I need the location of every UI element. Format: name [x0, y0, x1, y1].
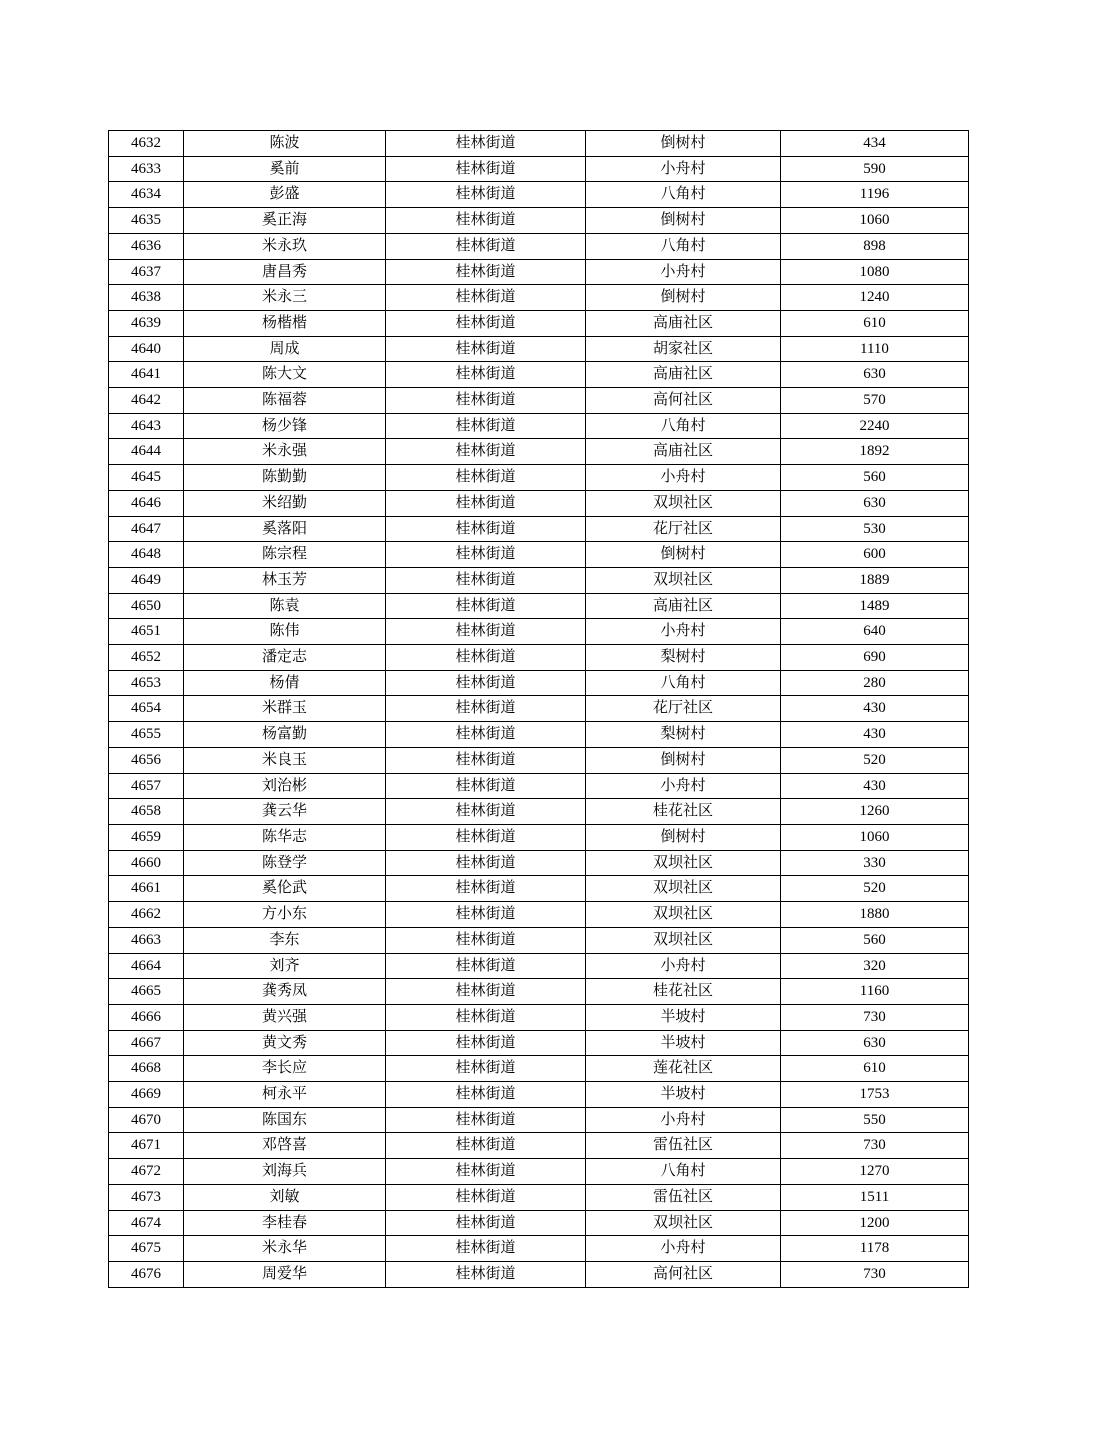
cell-village: 八角村	[586, 413, 781, 439]
cell-street: 桂林街道	[386, 876, 586, 902]
cell-village: 小舟村	[586, 1107, 781, 1133]
cell-id: 4664	[109, 953, 184, 979]
cell-name: 龚秀凤	[184, 979, 386, 1005]
cell-name: 龚云华	[184, 799, 386, 825]
table-row	[109, 285, 969, 311]
cell-street: 桂林街道	[386, 182, 586, 208]
cell-street: 桂林街道	[386, 208, 586, 234]
cell-street: 桂林街道	[386, 1030, 586, 1056]
cell-id: 4656	[109, 747, 184, 773]
table-row	[109, 593, 969, 619]
cell-amount: 630	[781, 362, 969, 388]
cell-amount: 1753	[781, 1082, 969, 1108]
cell-village: 双坝社区	[586, 876, 781, 902]
cell-amount: 640	[781, 619, 969, 645]
cell-amount: 434	[781, 131, 969, 157]
cell-amount: 520	[781, 747, 969, 773]
cell-amount: 1270	[781, 1159, 969, 1185]
table-row	[109, 747, 969, 773]
cell-name: 米良玉	[184, 747, 386, 773]
cell-village: 半坡村	[586, 1030, 781, 1056]
cell-street: 桂林街道	[386, 1107, 586, 1133]
cell-id: 4638	[109, 285, 184, 311]
cell-id: 4669	[109, 1082, 184, 1108]
table-row	[109, 542, 969, 568]
cell-street: 桂林街道	[386, 465, 586, 491]
cell-village: 倒树村	[586, 824, 781, 850]
cell-village: 双坝社区	[586, 567, 781, 593]
cell-village: 梨树村	[586, 645, 781, 671]
cell-id: 4665	[109, 979, 184, 1005]
cell-id: 4672	[109, 1159, 184, 1185]
cell-name: 刘治彬	[184, 773, 386, 799]
cell-village: 小舟村	[586, 1236, 781, 1262]
cell-street: 桂林街道	[386, 413, 586, 439]
cell-village: 雷伍社区	[586, 1184, 781, 1210]
cell-id: 4636	[109, 233, 184, 259]
cell-village: 莲花社区	[586, 1056, 781, 1082]
cell-street: 桂林街道	[386, 542, 586, 568]
cell-street: 桂林街道	[386, 1184, 586, 1210]
cell-amount: 630	[781, 490, 969, 516]
cell-id: 4642	[109, 388, 184, 414]
cell-amount: 1511	[781, 1184, 969, 1210]
cell-village: 花厅社区	[586, 696, 781, 722]
cell-name: 米群玉	[184, 696, 386, 722]
cell-street: 桂林街道	[386, 233, 586, 259]
cell-amount: 1489	[781, 593, 969, 619]
cell-street: 桂林街道	[386, 799, 586, 825]
cell-street: 桂林街道	[386, 567, 586, 593]
cell-name: 奚前	[184, 156, 386, 182]
cell-village: 半坡村	[586, 1004, 781, 1030]
cell-id: 4633	[109, 156, 184, 182]
cell-street: 桂林街道	[386, 1210, 586, 1236]
cell-name: 陈伟	[184, 619, 386, 645]
cell-name: 李东	[184, 927, 386, 953]
cell-street: 桂林街道	[386, 259, 586, 285]
cell-name: 奚正海	[184, 208, 386, 234]
table-row	[109, 1082, 969, 1108]
cell-id: 4645	[109, 465, 184, 491]
cell-street: 桂林街道	[386, 1056, 586, 1082]
cell-name: 林玉芳	[184, 567, 386, 593]
cell-id: 4635	[109, 208, 184, 234]
cell-amount: 610	[781, 1056, 969, 1082]
cell-name: 唐昌秀	[184, 259, 386, 285]
cell-village: 倒树村	[586, 747, 781, 773]
table-row	[109, 156, 969, 182]
cell-amount: 630	[781, 1030, 969, 1056]
table-row	[109, 1030, 969, 1056]
cell-name: 刘敏	[184, 1184, 386, 1210]
cell-amount: 1880	[781, 902, 969, 928]
table-row	[109, 1210, 969, 1236]
cell-street: 桂林街道	[386, 1261, 586, 1287]
cell-village: 八角村	[586, 182, 781, 208]
cell-amount: 730	[781, 1133, 969, 1159]
cell-street: 桂林街道	[386, 927, 586, 953]
cell-village: 双坝社区	[586, 902, 781, 928]
cell-name: 陈国东	[184, 1107, 386, 1133]
table-row	[109, 259, 969, 285]
cell-village: 倒树村	[586, 285, 781, 311]
cell-id: 4653	[109, 670, 184, 696]
cell-name: 奚伦武	[184, 876, 386, 902]
cell-name: 奚落阳	[184, 516, 386, 542]
cell-village: 双坝社区	[586, 850, 781, 876]
table-row	[109, 722, 969, 748]
cell-street: 桂林街道	[386, 619, 586, 645]
table-row	[109, 567, 969, 593]
table-row	[109, 1159, 969, 1185]
cell-street: 桂林街道	[386, 953, 586, 979]
cell-id: 4632	[109, 131, 184, 157]
cell-street: 桂林街道	[386, 696, 586, 722]
cell-amount: 1892	[781, 439, 969, 465]
cell-amount: 430	[781, 773, 969, 799]
cell-street: 桂林街道	[386, 388, 586, 414]
cell-id: 4671	[109, 1133, 184, 1159]
table-row	[109, 439, 969, 465]
table-row	[109, 773, 969, 799]
cell-village: 双坝社区	[586, 490, 781, 516]
cell-street: 桂林街道	[386, 902, 586, 928]
cell-village: 小舟村	[586, 773, 781, 799]
cell-street: 桂林街道	[386, 516, 586, 542]
cell-village: 小舟村	[586, 953, 781, 979]
table-row	[109, 799, 969, 825]
table-row	[109, 696, 969, 722]
cell-id: 4641	[109, 362, 184, 388]
cell-street: 桂林街道	[386, 1082, 586, 1108]
cell-village: 高庙社区	[586, 362, 781, 388]
roster-table	[108, 130, 969, 1288]
cell-id: 4675	[109, 1236, 184, 1262]
table-row	[109, 516, 969, 542]
cell-street: 桂林街道	[386, 439, 586, 465]
cell-village: 梨树村	[586, 722, 781, 748]
cell-street: 桂林街道	[386, 490, 586, 516]
cell-amount: 530	[781, 516, 969, 542]
cell-amount: 1196	[781, 182, 969, 208]
cell-name: 米永三	[184, 285, 386, 311]
table-body	[109, 131, 969, 1288]
cell-village: 高庙社区	[586, 439, 781, 465]
cell-amount: 1080	[781, 259, 969, 285]
cell-name: 陈勤勤	[184, 465, 386, 491]
table-row	[109, 1056, 969, 1082]
table-row	[109, 1107, 969, 1133]
cell-id: 4649	[109, 567, 184, 593]
cell-amount: 560	[781, 927, 969, 953]
cell-amount: 730	[781, 1261, 969, 1287]
cell-village: 桂花社区	[586, 799, 781, 825]
cell-id: 4662	[109, 902, 184, 928]
table-row	[109, 645, 969, 671]
cell-street: 桂林街道	[386, 645, 586, 671]
table-row	[109, 336, 969, 362]
cell-amount: 730	[781, 1004, 969, 1030]
cell-name: 杨少锋	[184, 413, 386, 439]
table-row	[109, 876, 969, 902]
cell-name: 方小东	[184, 902, 386, 928]
table-row	[109, 131, 969, 157]
table-row	[109, 850, 969, 876]
cell-id: 4637	[109, 259, 184, 285]
cell-name: 彭盛	[184, 182, 386, 208]
cell-id: 4676	[109, 1261, 184, 1287]
cell-street: 桂林街道	[386, 747, 586, 773]
cell-name: 陈华志	[184, 824, 386, 850]
cell-amount: 560	[781, 465, 969, 491]
table-row	[109, 182, 969, 208]
cell-id: 4673	[109, 1184, 184, 1210]
cell-amount: 600	[781, 542, 969, 568]
cell-amount: 610	[781, 310, 969, 336]
cell-street: 桂林街道	[386, 362, 586, 388]
cell-village: 倒树村	[586, 542, 781, 568]
cell-id: 4666	[109, 1004, 184, 1030]
cell-village: 小舟村	[586, 259, 781, 285]
cell-amount: 898	[781, 233, 969, 259]
cell-village: 雷伍社区	[586, 1133, 781, 1159]
cell-id: 4639	[109, 310, 184, 336]
cell-village: 半坡村	[586, 1082, 781, 1108]
table-row	[109, 1236, 969, 1262]
table-row	[109, 1261, 969, 1287]
cell-village: 高何社区	[586, 388, 781, 414]
cell-id: 4643	[109, 413, 184, 439]
cell-street: 桂林街道	[386, 593, 586, 619]
table-row	[109, 927, 969, 953]
cell-name: 邓啓喜	[184, 1133, 386, 1159]
cell-village: 倒树村	[586, 131, 781, 157]
cell-id: 4648	[109, 542, 184, 568]
cell-id: 4670	[109, 1107, 184, 1133]
cell-id: 4658	[109, 799, 184, 825]
cell-id: 4647	[109, 516, 184, 542]
cell-id: 4663	[109, 927, 184, 953]
cell-amount: 280	[781, 670, 969, 696]
cell-id: 4660	[109, 850, 184, 876]
cell-amount: 550	[781, 1107, 969, 1133]
cell-name: 陈宗程	[184, 542, 386, 568]
cell-street: 桂林街道	[386, 131, 586, 157]
cell-id: 4655	[109, 722, 184, 748]
cell-id: 4644	[109, 439, 184, 465]
cell-street: 桂林街道	[386, 1133, 586, 1159]
cell-village: 八角村	[586, 670, 781, 696]
table-row	[109, 490, 969, 516]
cell-id: 4659	[109, 824, 184, 850]
cell-village: 八角村	[586, 1159, 781, 1185]
cell-street: 桂林街道	[386, 336, 586, 362]
cell-id: 4634	[109, 182, 184, 208]
cell-amount: 1240	[781, 285, 969, 311]
cell-name: 陈大文	[184, 362, 386, 388]
cell-amount: 1110	[781, 336, 969, 362]
cell-name: 杨楷楷	[184, 310, 386, 336]
cell-name: 黄文秀	[184, 1030, 386, 1056]
cell-id: 4652	[109, 645, 184, 671]
cell-village: 胡家社区	[586, 336, 781, 362]
cell-id: 4640	[109, 336, 184, 362]
cell-id: 4661	[109, 876, 184, 902]
cell-name: 杨倩	[184, 670, 386, 696]
cell-id: 4651	[109, 619, 184, 645]
cell-amount: 430	[781, 696, 969, 722]
cell-name: 杨富勤	[184, 722, 386, 748]
cell-amount: 1178	[781, 1236, 969, 1262]
cell-id: 4650	[109, 593, 184, 619]
cell-street: 桂林街道	[386, 1004, 586, 1030]
cell-name: 李长应	[184, 1056, 386, 1082]
cell-village: 高庙社区	[586, 310, 781, 336]
cell-id: 4654	[109, 696, 184, 722]
cell-village: 高庙社区	[586, 593, 781, 619]
cell-street: 桂林街道	[386, 824, 586, 850]
cell-amount: 430	[781, 722, 969, 748]
cell-amount: 1260	[781, 799, 969, 825]
table-row	[109, 619, 969, 645]
cell-amount: 690	[781, 645, 969, 671]
cell-village: 双坝社区	[586, 1210, 781, 1236]
cell-name: 米永华	[184, 1236, 386, 1262]
cell-amount: 1060	[781, 824, 969, 850]
cell-id: 4667	[109, 1030, 184, 1056]
cell-name: 陈袁	[184, 593, 386, 619]
cell-amount: 590	[781, 156, 969, 182]
cell-name: 周爱华	[184, 1261, 386, 1287]
cell-name: 米永强	[184, 439, 386, 465]
cell-name: 周成	[184, 336, 386, 362]
cell-amount: 1060	[781, 208, 969, 234]
cell-name: 陈登学	[184, 850, 386, 876]
cell-village: 双坝社区	[586, 927, 781, 953]
cell-name: 陈福蓉	[184, 388, 386, 414]
cell-id: 4674	[109, 1210, 184, 1236]
cell-street: 桂林街道	[386, 156, 586, 182]
table-row	[109, 1004, 969, 1030]
cell-street: 桂林街道	[386, 773, 586, 799]
table-row	[109, 902, 969, 928]
cell-name: 米永玖	[184, 233, 386, 259]
cell-name: 陈波	[184, 131, 386, 157]
cell-amount: 330	[781, 850, 969, 876]
table-row	[109, 1133, 969, 1159]
cell-village: 小舟村	[586, 156, 781, 182]
cell-village: 小舟村	[586, 465, 781, 491]
cell-village: 桂花社区	[586, 979, 781, 1005]
cell-amount: 320	[781, 953, 969, 979]
cell-street: 桂林街道	[386, 1236, 586, 1262]
cell-amount: 570	[781, 388, 969, 414]
cell-village: 高何社区	[586, 1261, 781, 1287]
cell-name: 米绍勤	[184, 490, 386, 516]
cell-village: 倒树村	[586, 208, 781, 234]
table-row	[109, 465, 969, 491]
cell-amount: 1160	[781, 979, 969, 1005]
cell-street: 桂林街道	[386, 979, 586, 1005]
table-row	[109, 233, 969, 259]
cell-name: 刘海兵	[184, 1159, 386, 1185]
cell-village: 八角村	[586, 233, 781, 259]
table-row	[109, 670, 969, 696]
cell-name: 李桂春	[184, 1210, 386, 1236]
table-row	[109, 979, 969, 1005]
cell-id: 4657	[109, 773, 184, 799]
cell-name: 刘齐	[184, 953, 386, 979]
cell-street: 桂林街道	[386, 722, 586, 748]
cell-amount: 2240	[781, 413, 969, 439]
table-row	[109, 310, 969, 336]
table-row	[109, 824, 969, 850]
cell-id: 4646	[109, 490, 184, 516]
table-row	[109, 953, 969, 979]
cell-street: 桂林街道	[386, 310, 586, 336]
cell-street: 桂林街道	[386, 670, 586, 696]
cell-amount: 520	[781, 876, 969, 902]
cell-amount: 1889	[781, 567, 969, 593]
cell-village: 小舟村	[586, 619, 781, 645]
cell-street: 桂林街道	[386, 285, 586, 311]
cell-id: 4668	[109, 1056, 184, 1082]
cell-street: 桂林街道	[386, 1159, 586, 1185]
cell-name: 黄兴强	[184, 1004, 386, 1030]
table-row	[109, 413, 969, 439]
table-row	[109, 388, 969, 414]
cell-village: 花厅社区	[586, 516, 781, 542]
cell-name: 潘定志	[184, 645, 386, 671]
table-row	[109, 208, 969, 234]
cell-name: 柯永平	[184, 1082, 386, 1108]
table-row	[109, 1184, 969, 1210]
cell-street: 桂林街道	[386, 850, 586, 876]
cell-amount: 1200	[781, 1210, 969, 1236]
table-row	[109, 362, 969, 388]
